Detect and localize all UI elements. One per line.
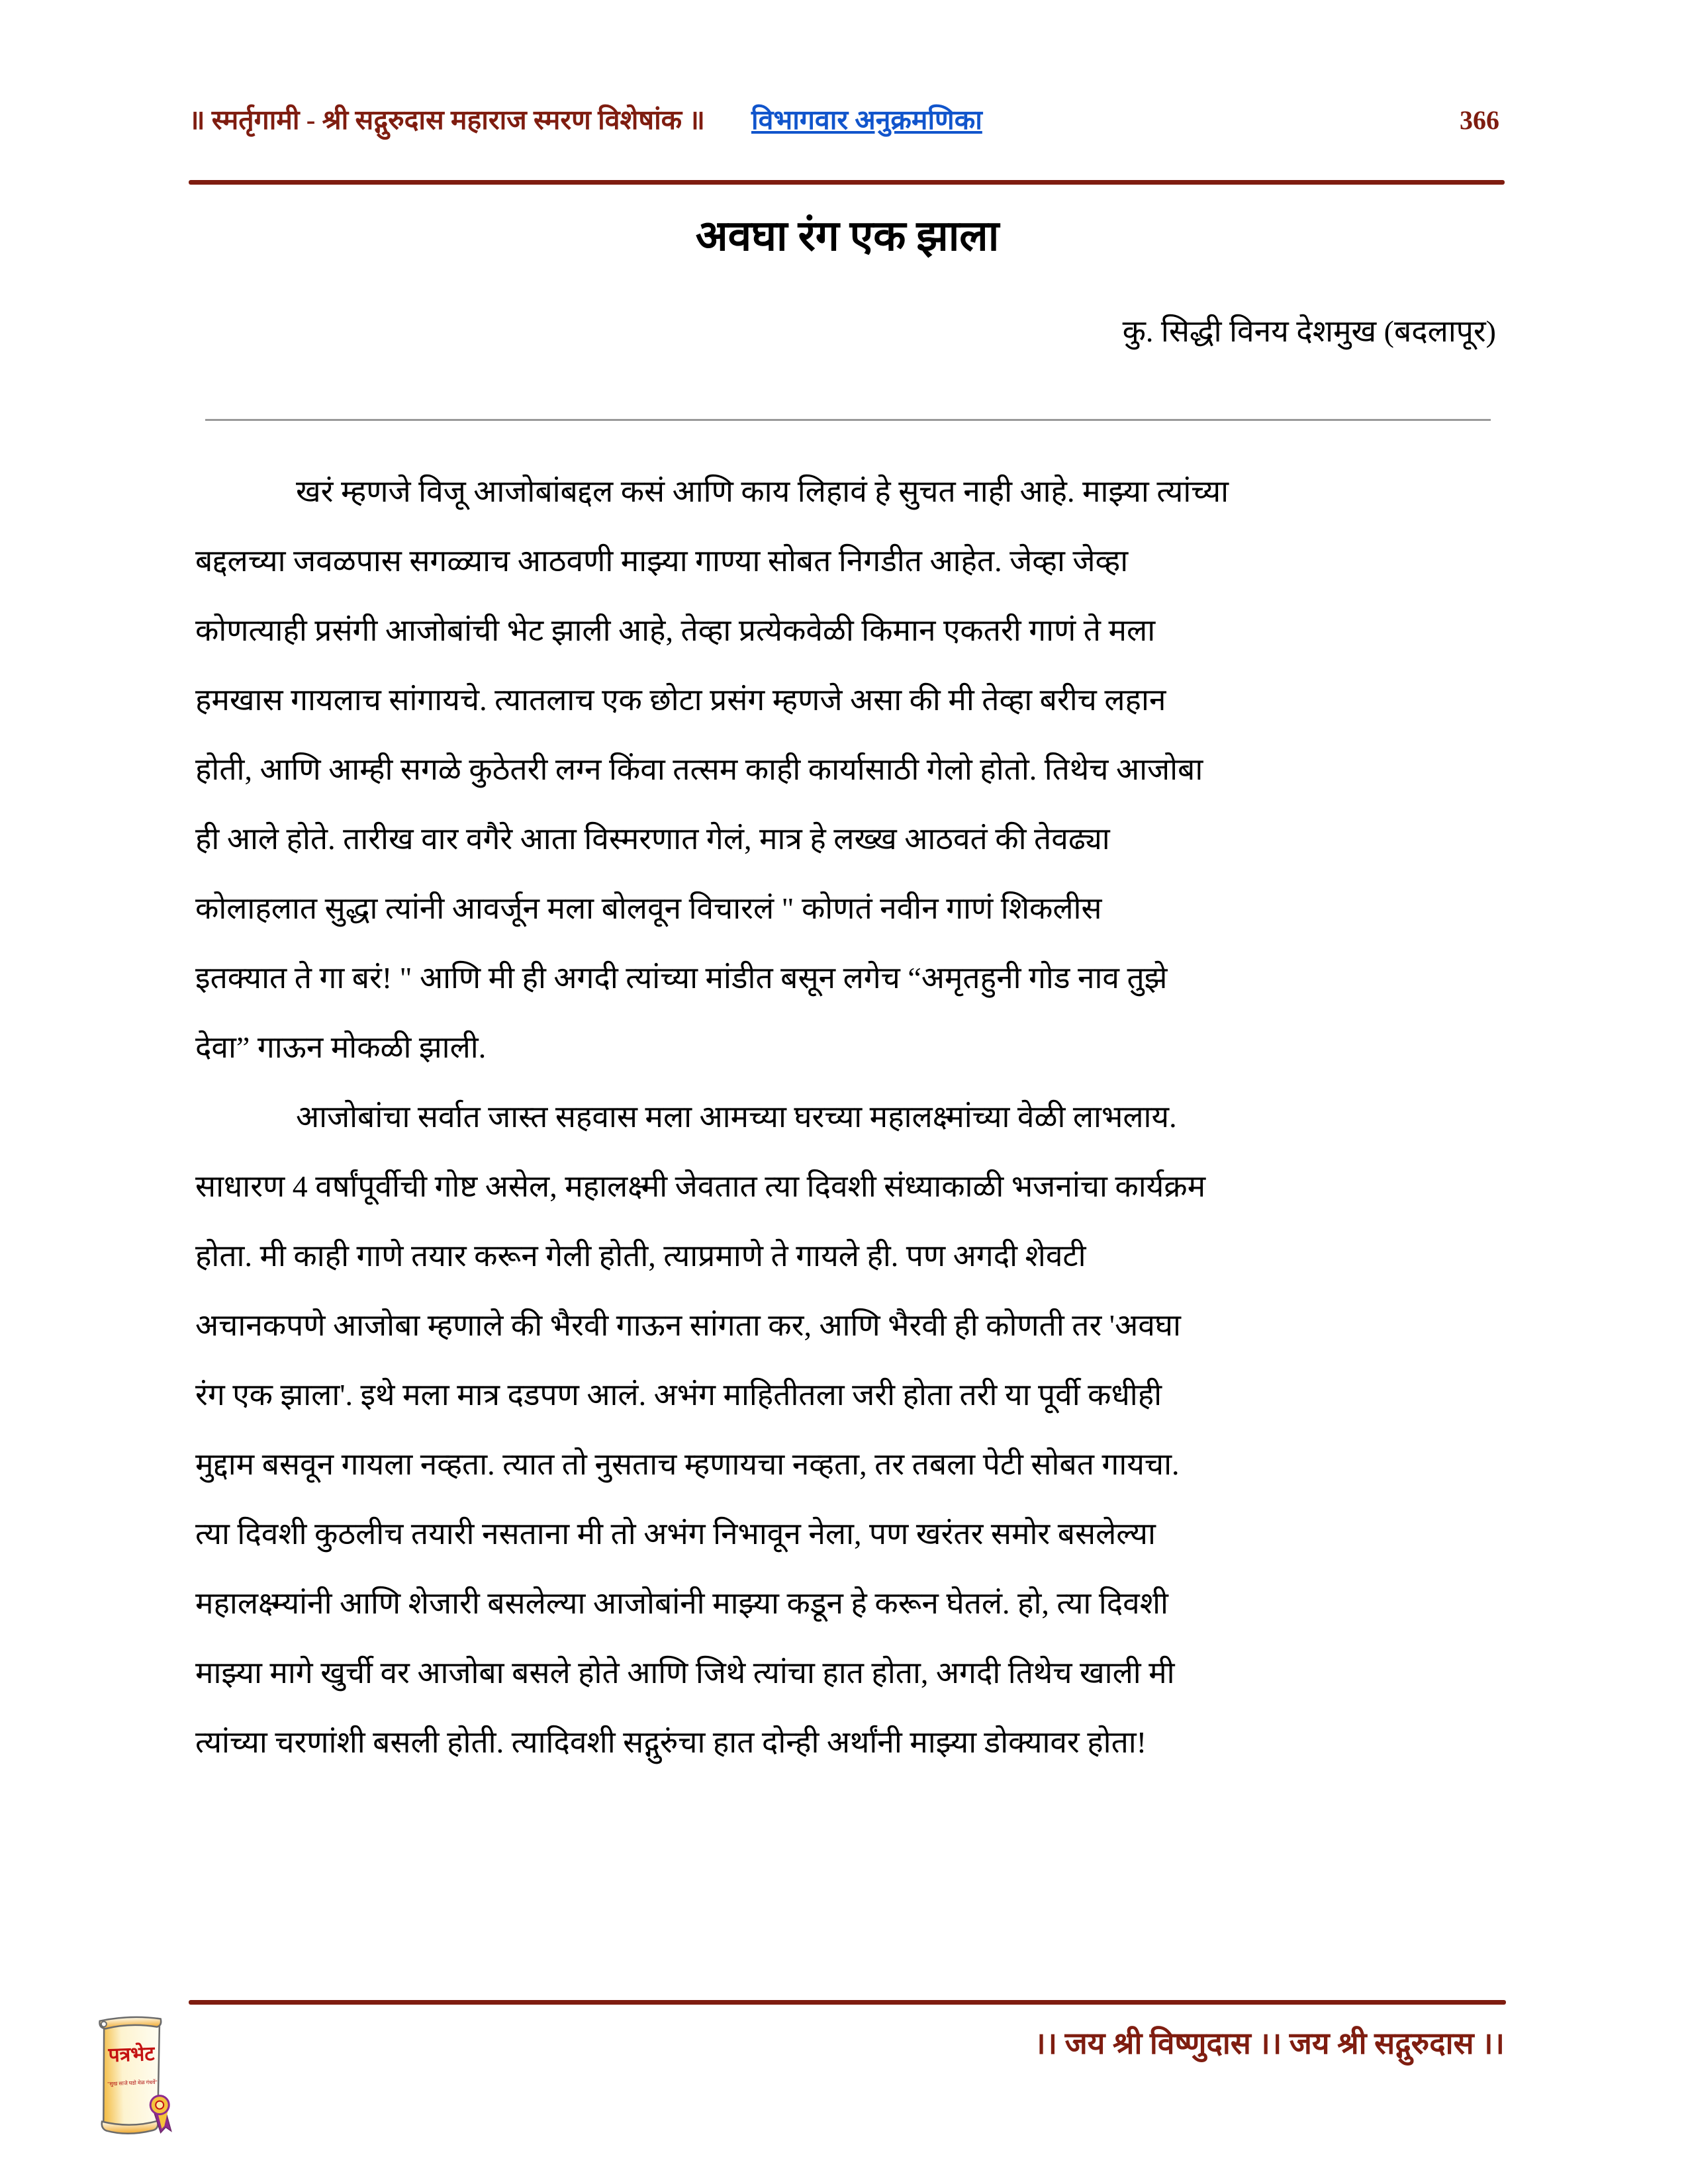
body-line: रंग एक झाला'. इथे मला मात्र दडपण आलं. अभंग माहितीतला जरी होता तरी या पूर्वी कधीही <box>195 1378 1162 1412</box>
body-line: होती, आणि आम्ही सगळे कुठेतरी लग्न किंवा तत्सम काही कार्यासाठी गेलो होतो. तिथेच आजोबा <box>195 752 1203 786</box>
body-line: देवा” गाऊन मोकळी झाली. <box>195 1030 487 1064</box>
body-line: महालक्ष्म्यांनी आणि शेजारी बसलेल्या आजोबांनी माझ्या कडून हे करून घेतलं. हो, त्या दिवशी <box>195 1586 1168 1620</box>
page-header <box>189 101 1506 138</box>
scroll-ribbon-icon <box>90 2012 174 2154</box>
section-index-link[interactable]: विभागवार अनुक्रमणिका <box>751 105 982 135</box>
body-line: इतक्यात ते गा बरं! " आणि मी ही अगदी त्यांच्या मांडीत बसून लगेच “अमृतहुनी गोड नाव तुझे <box>195 961 1168 995</box>
body-line: माझ्या मागे खुर्ची वर आजोबा बसले होते आणि जिथे त्यांचा हात होता, अगदी तिथेच खाली मी <box>195 1656 1175 1690</box>
body-line: ही आले होते. तारीख वार वगैरे आता विस्मरणात गेलं, मात्र हे लख्ख आठवतं की तेवढ्या <box>195 822 1110 856</box>
publication-title: ॥ स्मर्तृगामी - श्री सद्गुरुदास महाराज स्मरण विशेषांक ॥ <box>189 105 705 135</box>
body-line: त्यांच्या चरणांशी बसली होती. त्यादिवशी सद्गुरुंचा हात दोन्ही अर्थांनी माझ्या डोक्यावर होता! <box>195 1725 1147 1759</box>
body-line: खरं म्हणजे विजू आजोबांबद्दल कसं आणि काय लिहावं हे सुचत नाही आहे. माझ्या त्यांच्या <box>296 475 1229 508</box>
body-line: हमखास गायलाच सांगायचे. त्यातलाच एक छोटा प्रसंग म्हणजे असा की मी तेव्हा बरीच लहान <box>195 683 1166 717</box>
article-author: कु. सिद्धी विनय देशमुख (बदलापूर) <box>1122 314 1496 348</box>
body-line: त्या दिवशी कुठलीच तयारी नसताना मी तो अभंग निभावून नेला, पण खरंतर समोर बसलेल्या <box>195 1517 1156 1551</box>
footer-divider <box>189 2000 1506 2005</box>
body-line: आजोबांचा सर्वात जास्त सहवास मला आमच्या घरच्या महालक्ष्मांच्या वेळी लाभलाय. <box>296 1100 1177 1134</box>
body-line: बद्दलच्या जवळपास सगळ्याच आठवणी माझ्या गाण्या सोबत निगडीत आहेत. जेव्हा जेव्हा <box>195 544 1129 578</box>
body-line: अचानकपणे आजोबा म्हणाले की भैरवी गाऊन सांगता कर, आणि भैरवी ही कोणती तर 'अवघा <box>195 1308 1181 1342</box>
logo-text: पत्रभेट <box>108 2042 155 2067</box>
page-number: 366 <box>1460 105 1499 135</box>
header-divider <box>189 180 1505 185</box>
author-divider <box>205 419 1491 421</box>
body-line: होता. मी काही गाणे तयार करून गेली होती, त्याप्रमाणे ते गायले ही. पण अगदी शेवटी <box>195 1239 1086 1273</box>
body-line: मुद्दाम बसवून गायला नव्हता. त्यात तो नुसताच म्हणायचा नव्हता, तर तबला पेटी सोबत गायचा. <box>195 1447 1180 1481</box>
body-line: कोणत्याही प्रसंगी आजोबांची भेट झाली आहे, तेव्हा प्रत्येकवेळी किमान एकतरी गाणं ते मला <box>195 614 1156 647</box>
article-title: अवघा रंग एक झाला <box>695 212 1000 259</box>
footer-blessing: ।। जय श्री विष्णुदास ।। जय श्री सद्गुरुदास ।। <box>1034 2026 1505 2060</box>
patrabhet-logo <box>90 2012 174 2154</box>
logo-tagline: "सुख साजे घडो मेळ गंधर्वे" <box>107 2079 158 2087</box>
body-line: साधारण 4 वर्षांपूर्वीची गोष्ट असेल, महालक्ष्मी जेवतात त्या दिवशी संध्याकाळी भजनांचा कार्यक्रम <box>195 1169 1206 1203</box>
article-body <box>195 457 1509 1777</box>
body-line: कोलाहलात सुद्धा त्यांनी आवर्जून मला बोलवून विचारलं " कोणतं नवीन गाणं शिकलीस <box>195 891 1102 925</box>
